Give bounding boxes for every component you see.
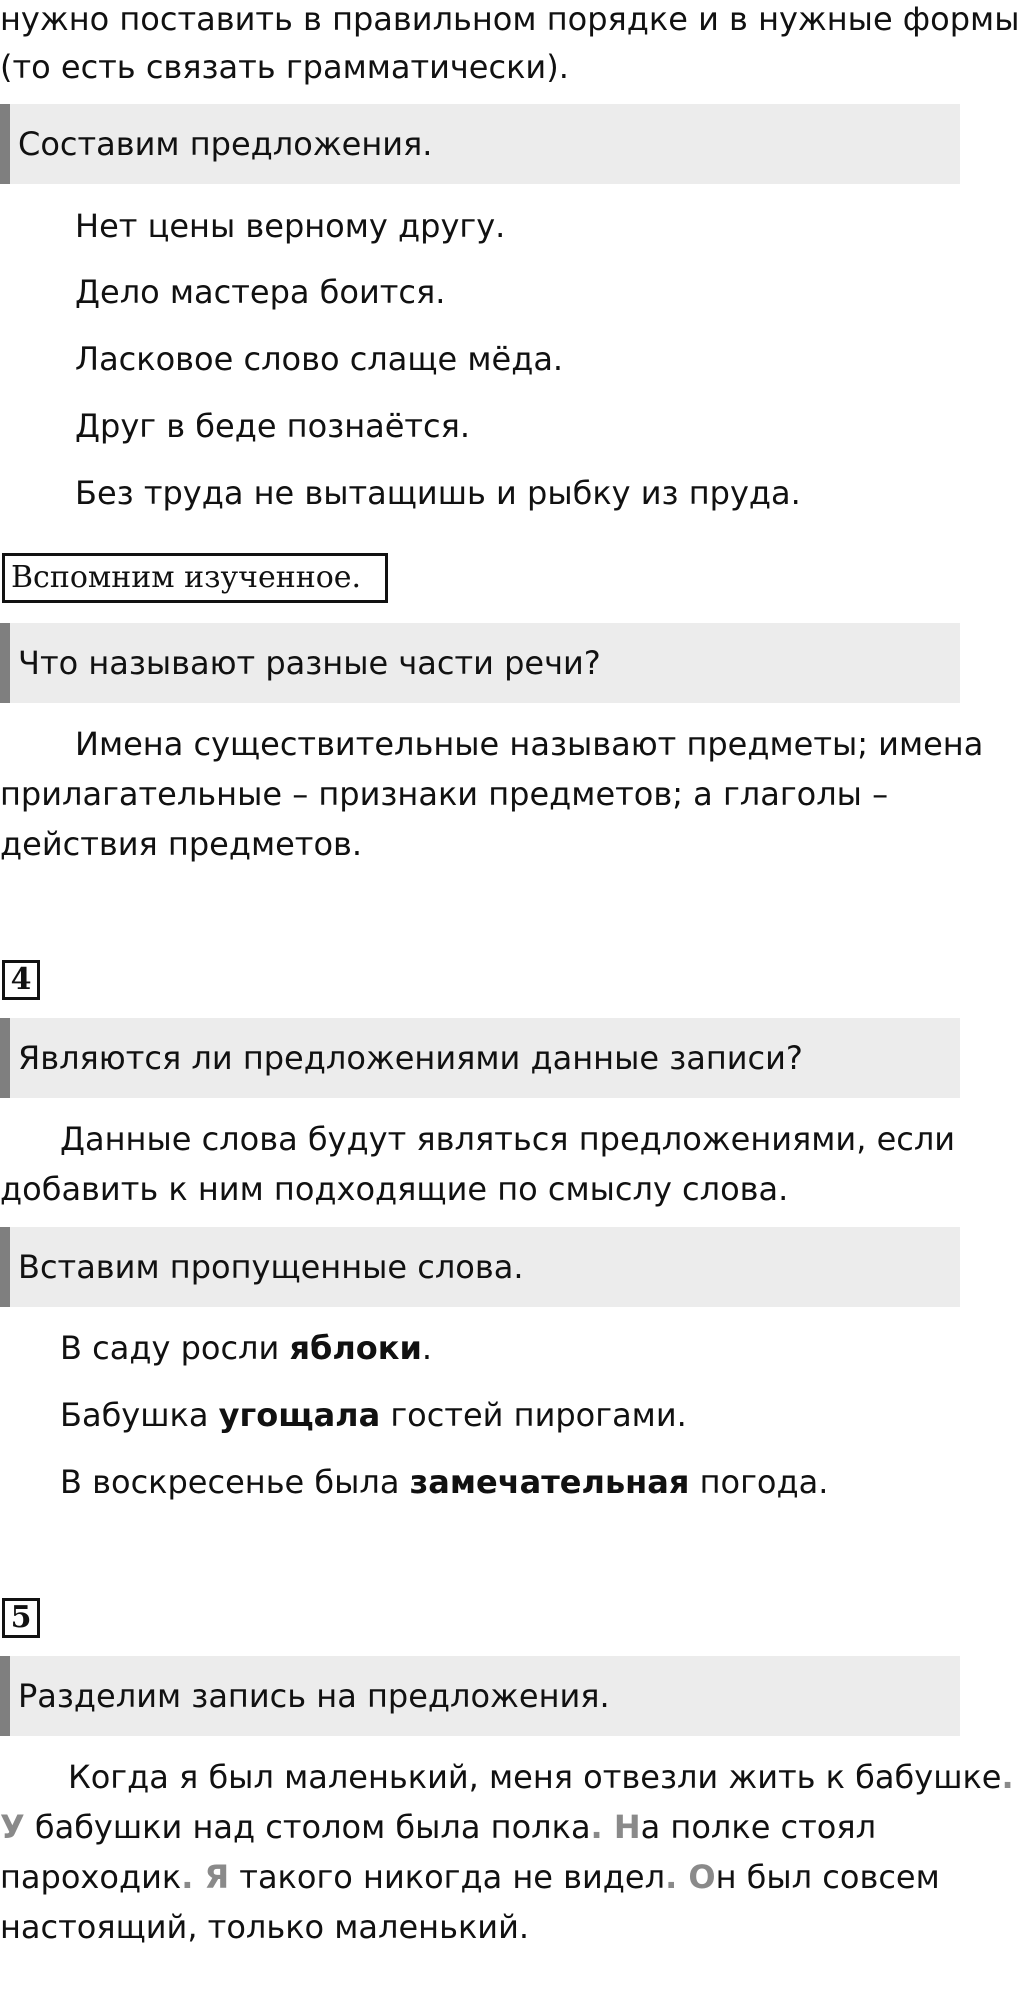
task-4-banner-text: Являются ли предложениями данные записи? [18, 1039, 803, 1077]
task-5-line-1 [68, 1752, 1014, 1802]
task-4-banner-2-text: Вставим пропущенные слова. [18, 1248, 524, 1286]
task-5-line-2-text-2: а полке стоял [640, 1808, 877, 1846]
task-5-banner [0, 1656, 960, 1736]
filled-sentence-1-pre: В саду росли [60, 1329, 290, 1367]
filled-sentence-2-word: угощала [218, 1396, 381, 1434]
task-5-line-3-text-1: пароходик [0, 1858, 182, 1896]
recall-line-1: Имена существительные называют предметы; имена [75, 725, 984, 763]
task-4-banner-2 [0, 1227, 960, 1307]
task-4-line-1: Данные слова будут являться предложениями, если [60, 1120, 956, 1158]
sentence-end-dot: . [665, 1858, 678, 1896]
sentence-start-letter: У [0, 1808, 25, 1846]
recall-banner [0, 623, 960, 703]
recall-banner-text: Что называют разные части речи? [18, 644, 601, 682]
intro-line-2: (то есть связать грамматически). [0, 48, 569, 86]
sentence-start-letter: Н [602, 1808, 641, 1846]
sentence-start-letter: Я [193, 1858, 230, 1896]
sentence-end-dot: . [590, 1808, 603, 1846]
task-5-line-2 [0, 1802, 876, 1852]
sentence-1: Нет цены верному другу. [75, 207, 506, 245]
sentence-4: Друг в беде познаётся. [75, 407, 471, 445]
filled-sentence-2-post: гостей пирогами. [380, 1396, 687, 1434]
filled-sentence-2-pre: Бабушка [60, 1396, 219, 1434]
intro-line-1: нужно поставить в правильном порядке и в нужные формы [0, 0, 1019, 38]
sentence-5: Без труда не вытащишь и рыбку из пруда. [75, 474, 801, 512]
sentence-start-letter: О [677, 1858, 716, 1896]
task-4-number: 4 [2, 960, 40, 1000]
sentence-3: Ласковое слово слаще мёда. [75, 340, 564, 378]
task-5-line-4: настоящий, только маленький. [0, 1908, 530, 1946]
task-5-line-2-text-1: бабушки над столом была полка [24, 1808, 591, 1846]
task-4-banner [0, 1018, 960, 1098]
sentence-end-dot: . [1001, 1758, 1014, 1796]
task-5-line-3-text-2: такого никогда не видел [229, 1858, 666, 1896]
filled-sentence-3-post: погода. [689, 1463, 829, 1501]
compose-banner [0, 104, 960, 184]
compose-banner-text: Составим предложения. [18, 125, 433, 163]
task-5-line-3 [0, 1852, 940, 1902]
filled-sentence-1-post: . [421, 1329, 433, 1367]
sentence-2: Дело мастера боится. [75, 273, 446, 311]
sentence-end-dot: . [181, 1858, 194, 1896]
task-5-line-3-text-3: н был совсем [715, 1858, 940, 1896]
task-5-number: 5 [2, 1598, 40, 1638]
recall-line-2: прилагательные – признаки предметов; а глаголы – [0, 775, 889, 813]
filled-sentence-1 [60, 1323, 432, 1373]
task-5-banner-text: Разделим запись на предложения. [18, 1677, 610, 1715]
recall-line-3: действия предметов. [0, 825, 363, 863]
filled-sentence-3-pre: В воскресенье была [60, 1463, 410, 1501]
filled-sentence-1-word: яблоки [289, 1329, 422, 1367]
task-5-line-1-text: Когда я был маленький, меня отвезли жить к бабушке [68, 1758, 1002, 1796]
filled-sentence-2 [60, 1390, 687, 1440]
filled-sentence-3 [60, 1457, 828, 1507]
recall-label: Вспомним изученное. [2, 553, 388, 603]
filled-sentence-3-word: замечательная [409, 1463, 690, 1501]
task-4-line-2: добавить к ним подходящие по смыслу слова. [0, 1170, 789, 1208]
